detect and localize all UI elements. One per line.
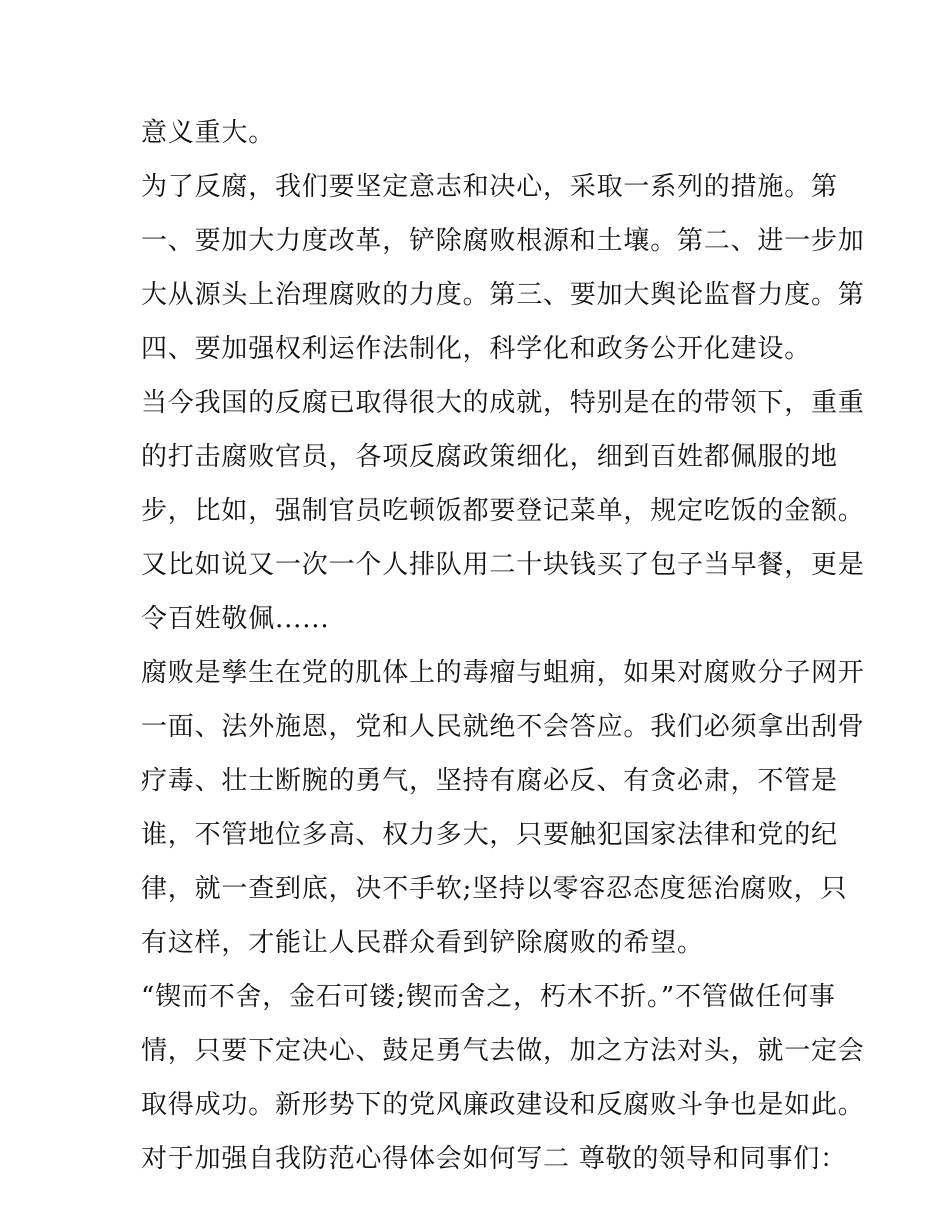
text-line: 律，就一查到底，决不手软;坚持以零容忍态度惩治腐败，只 [141, 874, 848, 904]
text-line: 当今我国的反腐已取得很大的成就，特别是在的带领下，重重 [141, 388, 865, 418]
text-line: “锲而不舍，金石可镂;锲而舍之，朽木不折。”不管做任何事 [141, 982, 836, 1012]
text-line: 又比如说又一次一个人排队用二十块钱买了包子当早餐，更是 [141, 550, 865, 580]
text-line: 一、要加大力度改革，铲除腐败根源和土壤。第二、进一步加 [141, 226, 865, 256]
text-line: 意义重大。 [141, 118, 276, 148]
text-line: 情，只要下定决心、鼓足勇气去做，加之方法对头，就一定会 [141, 1036, 865, 1066]
document-body [141, 106, 865, 1186]
text-line: 谁，不管地位多高、权力多大，只要触犯国家法律和党的纪 [141, 820, 838, 850]
text-line: 疗毒、壮士断腕的勇气，坚持有腐必反、有贪必肃，不管是 [141, 766, 838, 796]
text-line: 一面、法外施恩，党和人民就绝不会答应。我们必须拿出刮骨 [141, 712, 865, 742]
text-line: 取得成功。新形势下的党风廉政建设和反腐败斗争也是如此。 [141, 1090, 865, 1120]
text-line: 腐败是孳生在党的肌体上的毒瘤与蛆痈，如果对腐败分子网开 [141, 658, 865, 688]
text-line: 四、要加强权利运作法制化，科学化和政务公开化建设。 [141, 334, 812, 364]
text-line: 的打击腐败官员，各项反腐政策细化，细到百姓都佩服的地 [141, 442, 838, 472]
text-line: 对于加强自我防范心得体会如何写二 尊敬的领导和同事们： [141, 1144, 847, 1174]
text-line: 大从源头上治理腐败的力度。第三、要加大舆论监督力度。第 [141, 280, 865, 310]
text-line: 有这样，才能让人民群众看到铲除腐败的希望。 [141, 928, 704, 958]
text-line: 步，比如，强制官员吃顿饭都要登记菜单，规定吃饭的金额。 [141, 496, 865, 526]
text-line: 为了反腐，我们要坚定意志和决心，采取一系列的措施。第 [141, 172, 838, 202]
text-line: 令百姓敬佩...... [141, 604, 330, 634]
